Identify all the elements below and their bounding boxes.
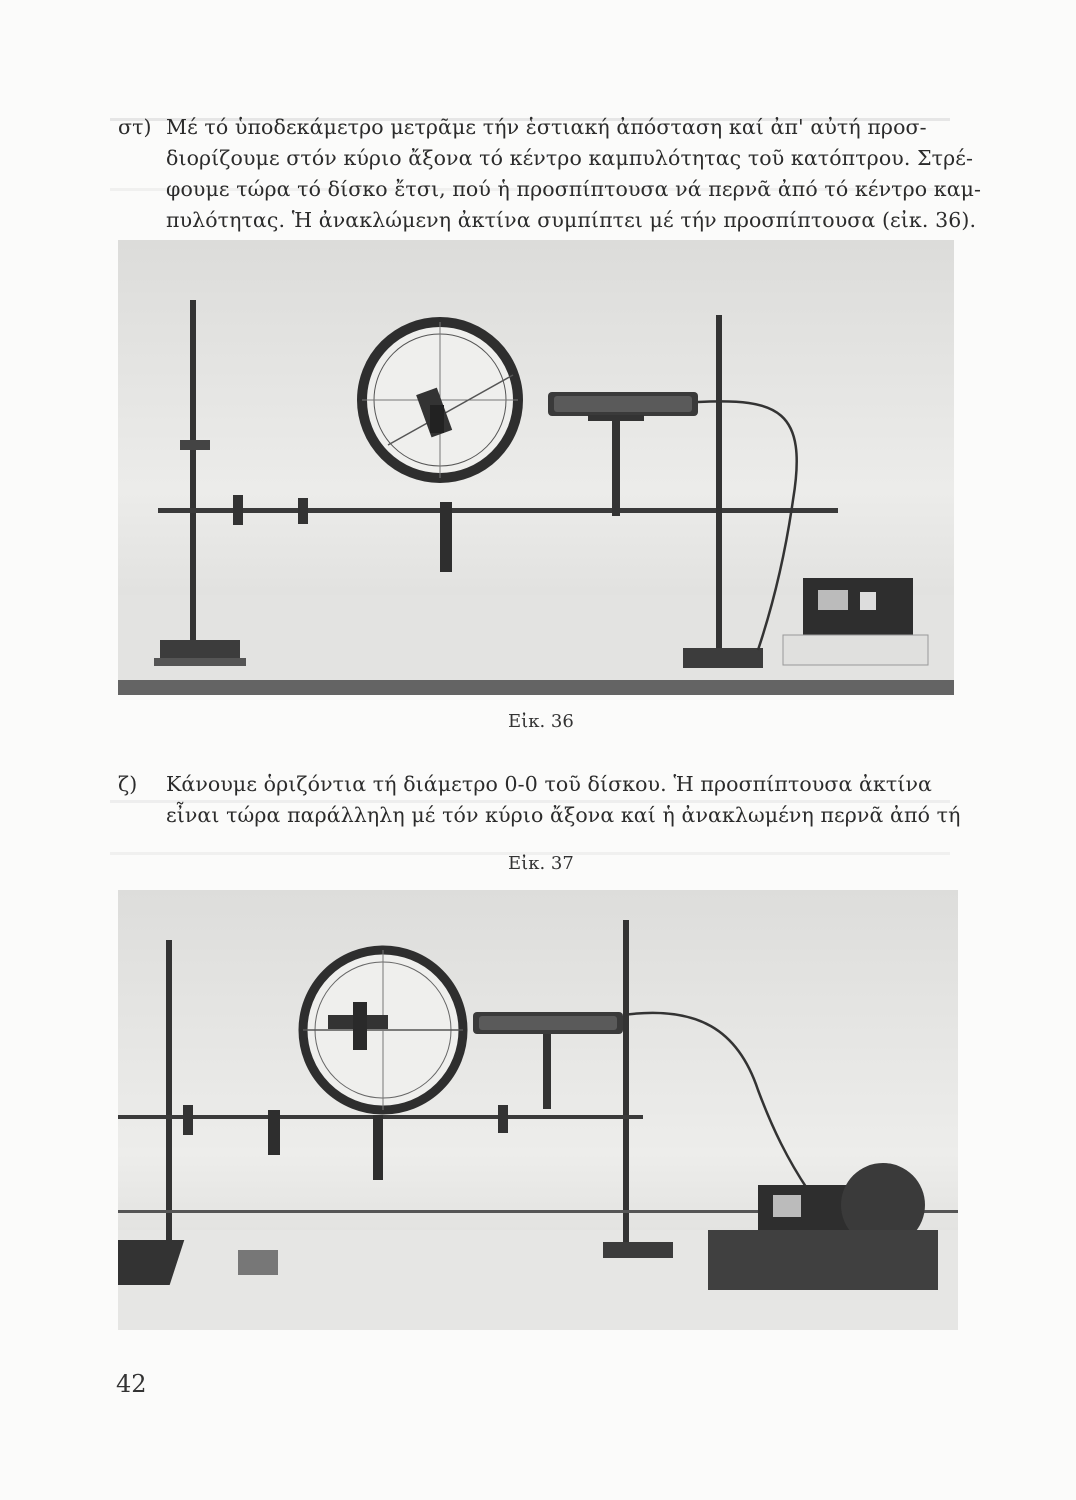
- apparatus-photo-36: [118, 240, 954, 695]
- paragraph-line: φουμε τώρα τό δίσκο ἔτσι, πού ἡ προσπίπτουσα νά περνᾶ ἀπό τό κέντρο καμ-: [166, 177, 982, 201]
- paragraph-line: Μέ τό ὑποδεκάμετρο μετρᾶμε τήν ἑστιακή ἀπόσταση καί ἀπ' αὐτή προσ-: [166, 115, 927, 139]
- page-number: 42: [116, 1370, 147, 1398]
- figure-36-caption: Εἰκ. 36: [508, 711, 574, 732]
- paragraph-st: [118, 112, 982, 236]
- figure-36-photo: [118, 240, 954, 695]
- paragraph-z: [118, 769, 961, 831]
- apparatus-photo-37: [118, 890, 958, 1330]
- paragraph-label: ζ): [118, 772, 138, 796]
- paragraph-line: διορίζουμε στόν κύριο ἄξονα τό κέντρο καμπυλότητας τοῦ κατόπτρου. Στρέ-: [166, 146, 973, 170]
- paragraph-line: Κάνουμε ὁριζόντια τή διάμετρο 0-0 τοῦ δίσκου. Ἡ προσπίπτουσα ἀκτίνα: [166, 772, 932, 796]
- figure-37-photo: [118, 890, 958, 1330]
- paragraph-line: πυλότητας. Ἡ ἀνακλώμενη ἀκτίνα συμπίπτει μέ τήν προσπίπτουσα (εἰκ. 36).: [166, 208, 977, 232]
- figure-37-caption: Εἰκ. 37: [508, 853, 574, 874]
- paragraph-label: στ): [118, 115, 152, 139]
- paragraph-line: εἶναι τώρα παράλληλη μέ τόν κύριο ἄξονα καί ἡ ἀνακλωμένη περνᾶ ἀπό τή: [166, 803, 961, 827]
